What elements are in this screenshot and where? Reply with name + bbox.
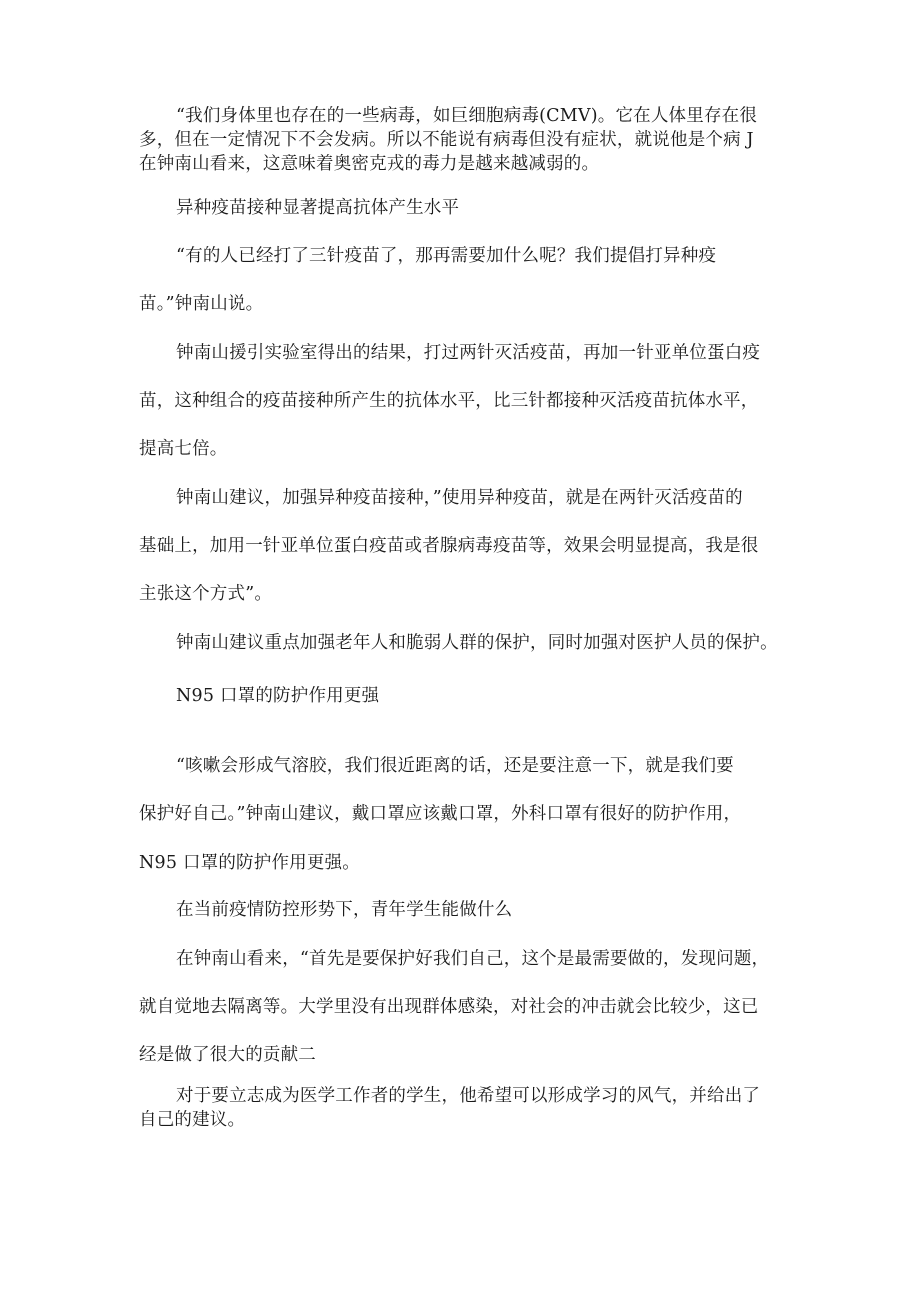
paragraph-line: 就自觉地去隔离等。大学里没有出现群体感染，对社会的冲击就会比较少，这已 — [139, 997, 759, 1017]
paragraph-line: 经是做了很大的贡献二 — [139, 1045, 316, 1065]
paragraph-line: “咳嗽会形成气溶胶，我们很近距离的话，还是要注意一下，就是我们要 — [176, 756, 734, 776]
paragraph-line: 钟南山援引实验室得出的结果，打过两针灭活疫苗，再加一针亚单位蛋白疫 — [176, 343, 761, 363]
paragraph-line: 苗。”钟南山说。 — [139, 294, 264, 314]
paragraph-line: N95 口罩的防护作用更强。 — [139, 853, 360, 873]
paragraph-line: 对于要立志成为医学工作者的学生，他希望可以形成学习的风气，并给出了 — [176, 1086, 761, 1106]
paragraph-line: 提高七倍。 — [139, 439, 228, 459]
paragraph-line: 主张这个方式”。 — [139, 584, 273, 604]
paragraph-line: 自己的建议。 — [139, 1110, 246, 1130]
paragraph-line: 保护好自己。”钟南山建议，戴口罩应该戴口罩，外科口罩有很好的防护作用， — [139, 804, 742, 824]
paragraph-line: 在钟南山看来，这意味着奥密克戎的毒力是越来越减弱的。 — [139, 154, 600, 174]
paragraph-line: 钟南山建议重点加强老年人和脆弱人群的保护，同时加强对医护人员的保护。 — [176, 633, 778, 653]
section-heading: 在当前疫情防控形势下，青年学生能做什么 — [176, 900, 513, 920]
paragraph-line: “我们身体里也存在的一些病毒，如巨细胞病毒(CMV)。它在人体里存在很 — [176, 106, 758, 126]
paragraph-line: 在钟南山看来，“首先是要保护好我们自己，这个是最需要做的，发现问题， — [176, 949, 770, 969]
section-heading: N95 口罩的防护作用更强 — [176, 686, 380, 706]
paragraph-line: 基础上，加用一针亚单位蛋白疫苗或者腺病毒疫苗等，效果会明显提高，我是很 — [139, 536, 759, 556]
section-heading: 异种疫苗接种显著提高抗体产生水平 — [176, 198, 460, 218]
paragraph-line: 多，但在一定情况下不会发病。所以不能说有病毒但没有症状，就说他是个病 J — [139, 130, 754, 150]
paragraph-line: 苗，这种组合的疫苗接种所产生的抗体水平，比三针都接种灭活疫苗抗体水平， — [139, 391, 759, 411]
paragraph-line: “有的人已经打了三针疫苗了，那再需要加什么呢？我们提倡打异种疫 — [176, 246, 717, 266]
paragraph-line: 钟南山建议，加强异种疫苗接种，”使用异种疫苗，就是在两针灭活疫苗的 — [176, 488, 743, 508]
